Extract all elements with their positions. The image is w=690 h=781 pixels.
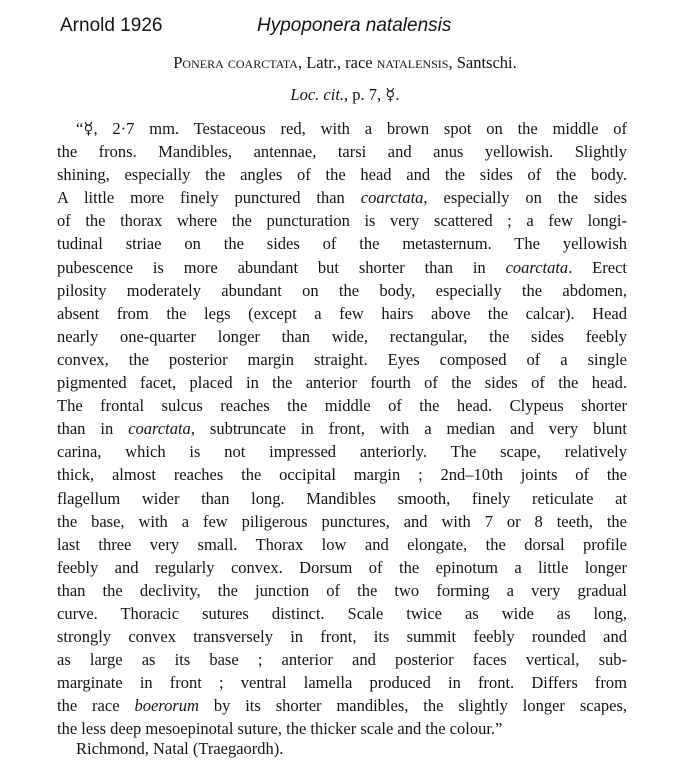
description-line — [57, 209, 627, 232]
text-run: of the thorax where the puncturation is very scattered ; a few longi- — [57, 211, 627, 231]
text-run: convex, the posterior margin straight. Eyes composed of a single — [57, 349, 627, 369]
description-line — [57, 510, 627, 533]
description-line — [57, 487, 627, 510]
description-line — [57, 648, 627, 671]
text-run: than in — [57, 419, 129, 439]
text-run: A little more finely punctured than — [57, 188, 361, 208]
text-run: as large as its base ; anterior and posterior faces vertical, sub- — [57, 650, 627, 670]
text-run: curve. Thoracic sutures distinct. Scale twice as wide as long, — [57, 603, 627, 623]
type-locality: Richmond, Natal (Traegaordh). — [76, 739, 284, 758]
description-line — [57, 463, 627, 486]
text-run: , subtruncate in front, with a median and very blunt — [190, 419, 628, 439]
description-line — [57, 232, 627, 255]
text-run: pubescence is more abundant but shorter than in — [57, 257, 506, 277]
description-line — [57, 371, 627, 394]
text-run: the less deep mesoepinotal suture, the thicker scale and the colour.” — [57, 719, 503, 739]
text-run: the base, with a few piligerous punctures, and with 7 or 8 teeth, the — [57, 511, 627, 531]
description-paragraph — [57, 117, 627, 741]
text-run: flagellum wider than long. Mandibles smooth, finely reticulate at — [57, 488, 627, 508]
description-line — [57, 417, 627, 440]
text-run: tudinal striae on the sides of the metasternum. The yellowish — [57, 234, 627, 254]
description-line — [57, 602, 627, 625]
text-run: carina, which is not impressed anteriorly. The scape, relatively — [57, 442, 627, 462]
description-line — [57, 325, 627, 348]
text-run: the race — [57, 696, 135, 716]
header-species-name: Hypoponera natalensis — [257, 15, 452, 36]
description-line — [57, 625, 627, 648]
description-line — [57, 140, 627, 163]
description-line — [57, 279, 627, 302]
description-line — [57, 556, 627, 579]
description-line — [57, 671, 627, 694]
description-line — [57, 163, 627, 186]
text-run: feebly and regularly convex. Dorsum of the epinotum a little longer — [57, 557, 627, 577]
text-run: pilosity moderately abundant on the body, especially the abdomen, — [57, 280, 627, 300]
text-run: absent from the legs (except a few hairs above the calcar). Head — [57, 303, 627, 323]
taxon-race: natalensis — [376, 53, 449, 72]
italic-taxon-name: coarctata — [505, 257, 569, 277]
taxon-describer: , Santschi. — [448, 53, 517, 72]
text-run: the frons. Mandibles, antennae, tarsi and anus yellowish. Slightly — [57, 142, 627, 162]
text-run: nearly one-quarter longer than wide, rectangular, the sides feebly — [57, 326, 627, 346]
text-run: by its shorter mandibles, the slightly longer scapes, — [198, 696, 628, 716]
description-line — [57, 117, 627, 140]
taxon-title — [0, 52, 690, 74]
text-run: pigmented facet, placed in the anterior fourth of the sides of the head. — [57, 373, 627, 393]
text-run: strongly convex transversely in front, its summit feebly rounded and — [57, 627, 627, 647]
text-run: “☿, 2·7 mm. Testaceous red, with a brown spot on the middle of — [76, 119, 627, 138]
text-run: , especially on the sides — [423, 188, 627, 208]
description-line — [57, 256, 627, 279]
citation-page: , p. 7, ☿. — [344, 85, 400, 104]
taxon-author: , Latr., race — [297, 53, 377, 72]
citation-line — [0, 84, 690, 106]
italic-taxon-name: coarctata — [360, 188, 424, 208]
description-line — [57, 694, 627, 717]
text-run: . Erect — [568, 257, 627, 277]
header-author-year: Arnold 1926 — [60, 15, 163, 36]
description-line — [57, 186, 627, 209]
citation-loc-cit: Loc. cit. — [290, 85, 345, 104]
text-run: The frontal sulcus reaches the middle of the head. Clypeus shorter — [57, 396, 627, 416]
description-line — [57, 533, 627, 556]
text-run: marginate in front ; ventral lamella produced in front. Differs from — [57, 673, 627, 693]
description-line — [57, 302, 627, 325]
description-line — [57, 579, 627, 602]
description-line — [57, 440, 627, 463]
italic-taxon-name: coarctata — [128, 419, 191, 439]
text-run: last three very small. Thorax low and elongate, the dorsal profile — [57, 534, 627, 554]
description-line — [57, 394, 627, 417]
text-run: than the declivity, the junction of the two forming a very gradual — [57, 580, 627, 600]
text-run: thick, almost reaches the occipital margin ; 2nd–10th joints of the — [57, 465, 627, 485]
text-run: shining, especially the angles of the head and the sides of the body. — [57, 165, 627, 185]
italic-taxon-name: boerorum — [134, 696, 199, 716]
description-line — [57, 348, 627, 371]
taxon-name: Ponera coarctata — [173, 53, 298, 72]
